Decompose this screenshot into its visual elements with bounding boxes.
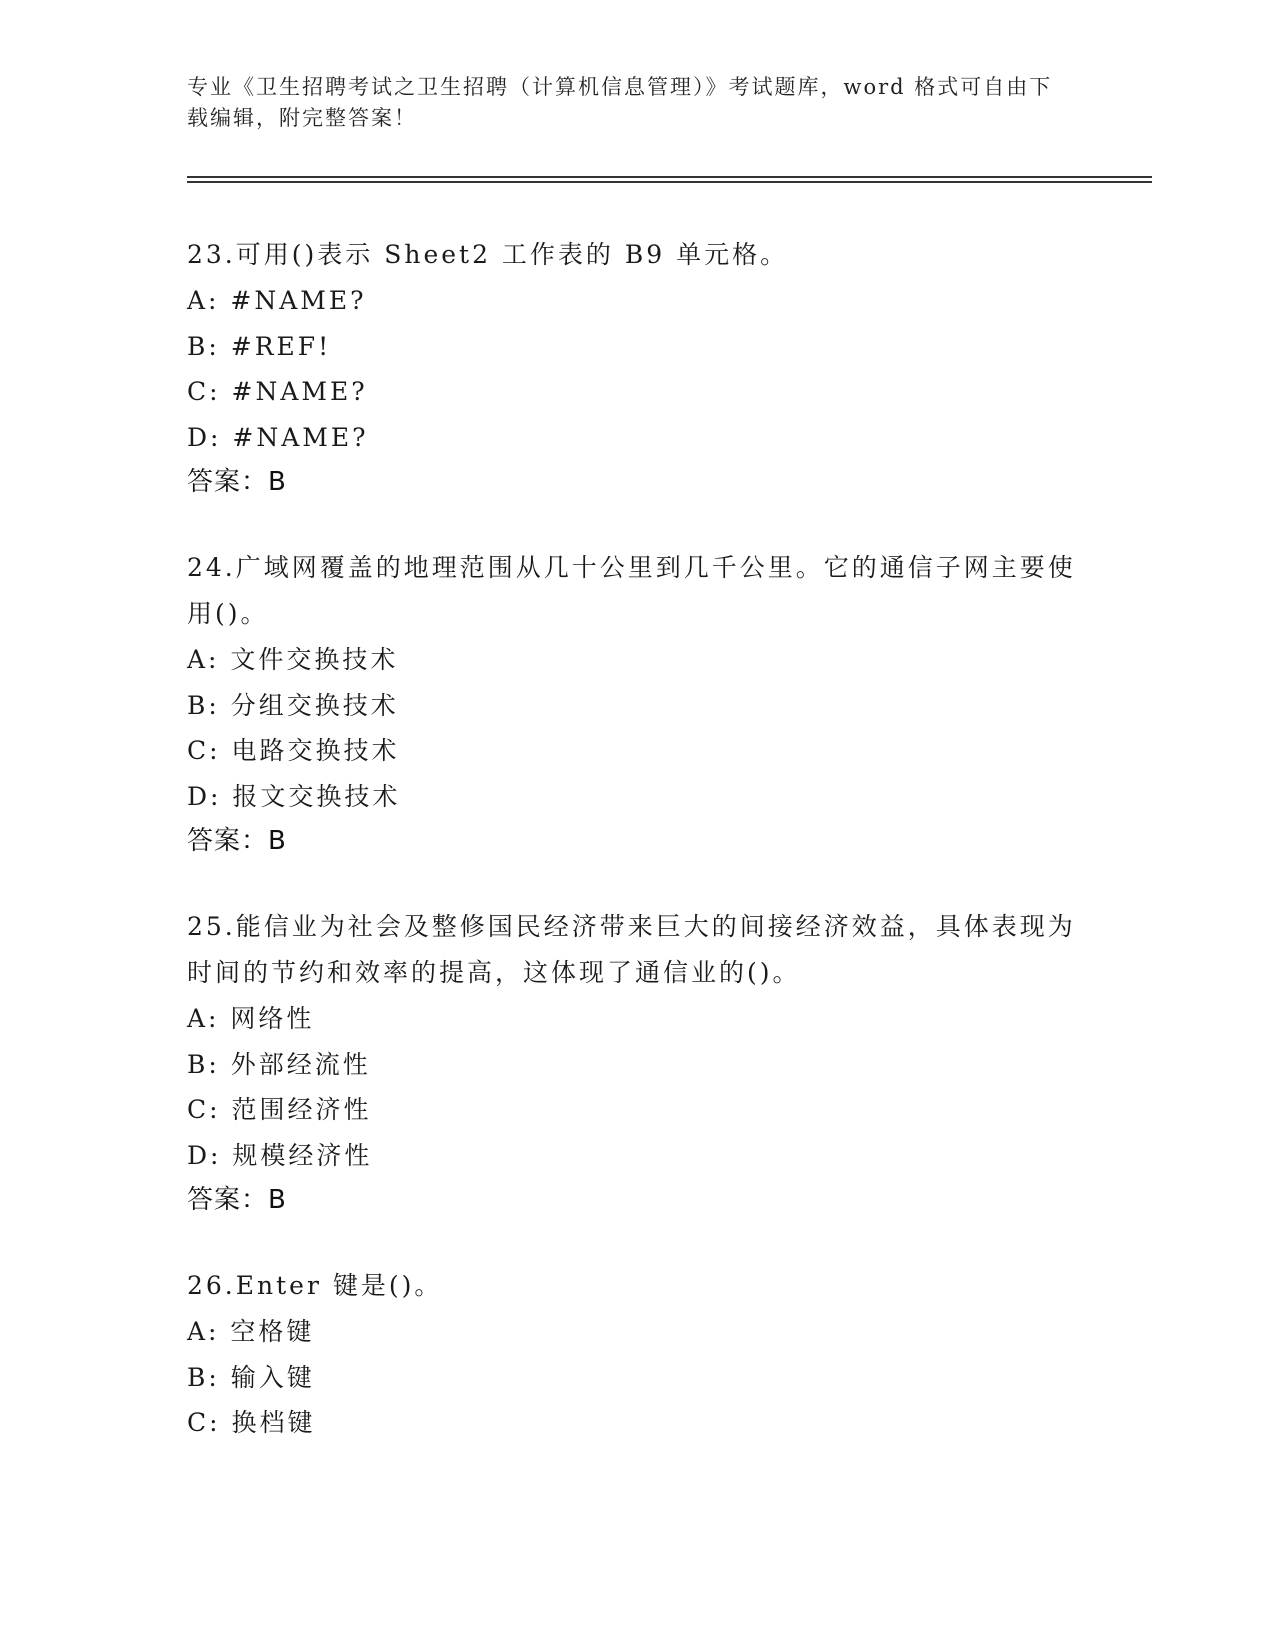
option-a: A: 空格键 xyxy=(187,1317,315,1346)
option-b: B: 输入键 xyxy=(187,1362,315,1392)
question-stem: 24.广域网覆盖的地理范围从几十公里到几千公里。它的通信子网主要使用()。 xyxy=(187,553,1076,628)
question-stem: 25.能信业为社会及整修国民经济带来巨大的间接经济效益，具体表现为时间的节约和效率的提高，这体现了通信业的()。 xyxy=(187,912,1076,987)
answer-line: 答案：B xyxy=(187,467,287,497)
option-a: A: 网络性 xyxy=(187,1004,315,1033)
question-26 xyxy=(187,1263,1087,1446)
question-list xyxy=(187,232,1087,1486)
option-d: D: #NAME? xyxy=(187,422,369,452)
question-23 xyxy=(187,232,1087,505)
option-c: C: 电路交换技术 xyxy=(187,736,400,765)
question-24 xyxy=(187,545,1087,864)
option-a: A: 文件交换技术 xyxy=(187,645,399,674)
option-c: C: #NAME? xyxy=(187,377,368,406)
answer-line: 答案：B xyxy=(187,826,287,856)
option-b: B: 外部经流性 xyxy=(187,1049,371,1079)
answer-line: 答案：B xyxy=(187,1185,287,1215)
option-b: B: 分组交换技术 xyxy=(187,690,399,720)
document-header xyxy=(187,72,1067,134)
header-divider-top xyxy=(187,176,1152,178)
question-stem: 23.可用()表示 Sheet2 工作表的 B9 单元格。 xyxy=(187,240,789,269)
option-b: B: #REF! xyxy=(187,331,332,361)
header-text: 专业《卫生招聘考试之卫生招聘（计算机信息管理）》考试题库，word 格式可自由下载编辑，附完整答案！ xyxy=(187,75,1053,130)
option-d: D: 规模经济性 xyxy=(187,1140,373,1170)
option-c: C: 换档键 xyxy=(187,1408,316,1437)
option-a: A: #NAME? xyxy=(187,286,367,315)
header-divider-bottom xyxy=(187,181,1152,183)
option-c: C: 范围经济性 xyxy=(187,1095,372,1124)
question-stem: 26.Enter 键是()。 xyxy=(187,1271,443,1300)
option-d: D: 报文交换技术 xyxy=(187,781,401,811)
question-25 xyxy=(187,904,1087,1223)
